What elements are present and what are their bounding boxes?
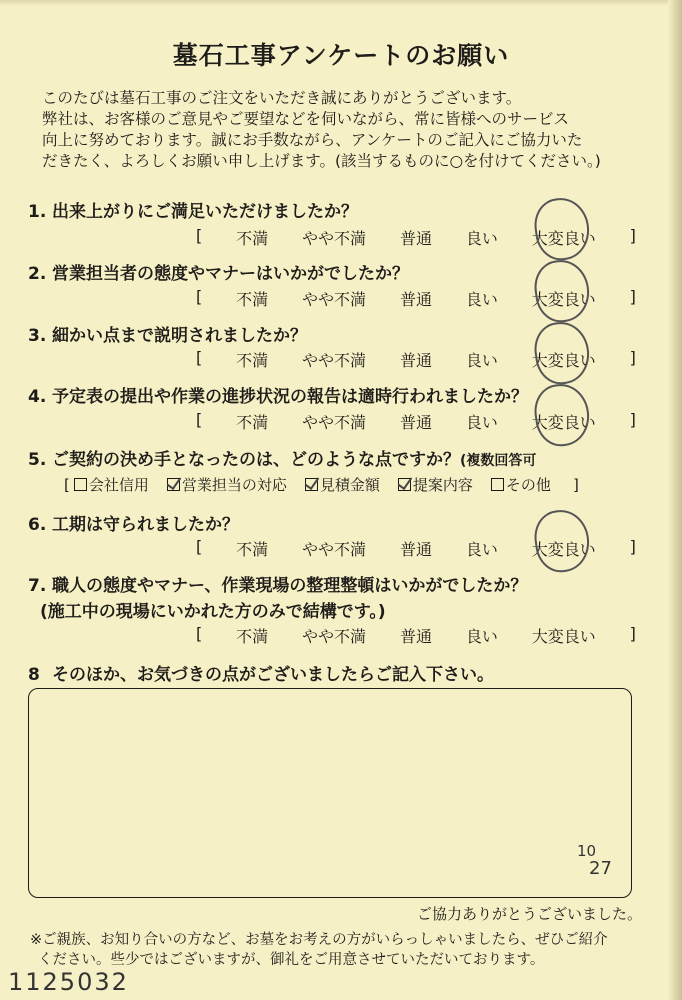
option-futsu[interactable]: 普通 [399,290,432,309]
checkbox-icon[interactable] [74,478,87,491]
option-taihen-yoi[interactable]: 大変良い [531,413,596,432]
question-number: 5. [28,450,47,470]
q5-checkbox-row [60,474,583,495]
option-yoi[interactable]: 良い [465,229,498,248]
option-yoi[interactable]: 良い [465,290,498,309]
question-number: 3. [28,326,47,346]
checkbox-label: 見積金額 [319,476,380,494]
bracket-close: ] [629,287,636,306]
question-number: 6. [28,515,47,535]
checkbox-checked-icon[interactable] [305,478,318,491]
rating-scale-q7[interactable] [196,624,636,647]
question-3 [28,321,307,346]
option-yaya-fuman[interactable]: やや不満 [302,627,367,646]
checkbox-sales-response[interactable] [167,474,287,495]
bracket-close: ] [629,537,636,556]
option-fuman[interactable]: 不満 [236,540,269,559]
bracket-close: ] [629,226,636,245]
checkbox-other[interactable] [491,474,551,495]
bracket-open: [ [196,537,203,556]
question-number: 8 [28,665,40,685]
checkbox-checked-icon[interactable] [398,478,411,491]
option-futsu[interactable]: 普通 [399,540,432,559]
option-fuman[interactable]: 不満 [236,351,269,370]
option-futsu[interactable]: 普通 [399,413,432,432]
checkbox-company-trust[interactable] [74,474,149,495]
comment-textarea[interactable] [28,688,632,898]
note-line-2: ください。些少ではございますが、御礼をご用意させていただいております。 [38,952,545,968]
question-5 [28,445,536,470]
checkbox-label: 会社信用 [88,476,149,494]
handwritten-circle-mark [531,381,593,450]
intro-line-2: 弊社は、お客様のご意見やご要望などを伺いながら、常に皆様へのサービス [42,110,570,128]
checkbox-checked-icon[interactable] [167,478,180,491]
date-day: 27 [589,858,612,879]
option-yaya-fuman[interactable]: やや不満 [302,290,367,309]
bracket-open: [ [196,624,203,643]
handwritten-circle-mark [531,257,593,326]
intro-line-3: 向上に努めております。誠にお手数ながら、アンケートのご記入にご協力いた [42,131,583,149]
question-7 [28,571,527,596]
question-text: 営業担当者の態度やマナーはいかがでしたか？ [52,264,409,284]
question-text: ご契約の決め手となったのは、どのような点ですか？ [52,450,460,470]
handwritten-circle-mark [531,195,593,264]
option-yoi[interactable]: 良い [465,540,498,559]
question-number: 2. [28,264,47,284]
question-7-subtext: (施工中の現場にいかれた方のみで結構です。) [40,602,386,622]
question-2 [28,259,409,284]
option-taihen-yoi[interactable]: 大変良い [531,229,596,248]
bracket-close: ] [572,475,579,494]
checkbox-icon[interactable] [491,478,504,491]
checkbox-label: その他 [505,476,551,494]
option-yoi[interactable]: 良い [465,351,498,370]
question-number: 4. [28,387,47,407]
note-line-1: ※ご親族、お知り合いの方など、お墓をお考えの方がいらっしゃいましたら、ぜひご紹介 [30,932,608,948]
question-number: 7. [28,576,47,596]
question-text: 出来上がりにご満足いただけましたか？ [52,202,358,222]
option-yoi[interactable]: 良い [465,627,498,646]
handwritten-date [577,842,612,878]
question-1 [28,197,358,222]
option-futsu[interactable]: 普通 [399,351,432,370]
question-number: 1. [28,202,47,222]
option-yoi[interactable]: 良い [465,413,498,432]
thanks-message: ご協力ありがとうございました。 [416,905,642,923]
handwritten-circle-mark [531,507,593,576]
option-taihen-yoi[interactable]: 大変良い [531,627,596,646]
intro-line-4: だきたく、よろしくお願い申し上げます。(該当するものに○を付けてください。) [42,152,601,170]
bracket-open: [ [196,226,203,245]
serial-number: 1125032 [8,968,129,996]
bracket-close: ] [629,410,636,429]
paper-top-edge [0,0,682,6]
option-taihen-yoi[interactable]: 大変良い [531,351,596,370]
option-yaya-fuman[interactable]: やや不満 [302,540,367,559]
question-text: 予定表の提出や作業の進捗状況の報告は適時行われましたか？ [52,387,528,407]
bracket-close: ] [629,624,636,643]
bracket-close: ] [629,348,636,367]
checkbox-estimate[interactable] [305,474,380,495]
checkbox-proposal[interactable] [398,474,473,495]
option-fuman[interactable]: 不満 [236,413,269,432]
option-futsu[interactable]: 普通 [399,627,432,646]
option-yaya-fuman[interactable]: やや不満 [302,351,367,370]
handwritten-circle-mark [531,319,593,388]
checkbox-label: 提案内容 [412,476,473,494]
paper-right-edge [668,0,682,1000]
bracket-open: [ [196,348,203,367]
bracket-open: [ [196,287,203,306]
bracket-open: [ [196,410,203,429]
question-text: 細かい点まで説明されましたか？ [52,326,307,346]
date-month: 10 [577,842,597,860]
bracket-open: [ [64,475,70,494]
intro-line-1: このたびは墓石工事のご注文をいただき誠にありがとうございます。 [42,89,522,107]
page-title: 墓石工事アンケートのお願い [172,41,510,70]
option-yaya-fuman[interactable]: やや不満 [302,413,367,432]
option-yaya-fuman[interactable]: やや不満 [302,229,367,248]
question-text: 工期は守られましたか？ [52,515,239,535]
question-text: 職人の態度やマナー、作業現場の整理整頓はいかがでしたか？ [52,576,528,596]
question-4 [28,382,528,407]
option-fuman[interactable]: 不満 [236,290,269,309]
option-fuman[interactable]: 不満 [236,229,269,248]
question-8 [28,660,494,685]
option-fuman[interactable]: 不満 [236,627,269,646]
option-taihen-yoi[interactable]: 大変良い [531,540,596,559]
option-taihen-yoi[interactable]: 大変良い [531,290,596,309]
question-suffix: (複数回答可 [460,453,537,469]
question-6 [28,510,239,535]
checkbox-label: 営業担当の対応 [181,476,287,494]
question-text: そのほか、お気づきの点がございましたらご記入下さい。 [52,665,494,685]
option-futsu[interactable]: 普通 [399,229,432,248]
